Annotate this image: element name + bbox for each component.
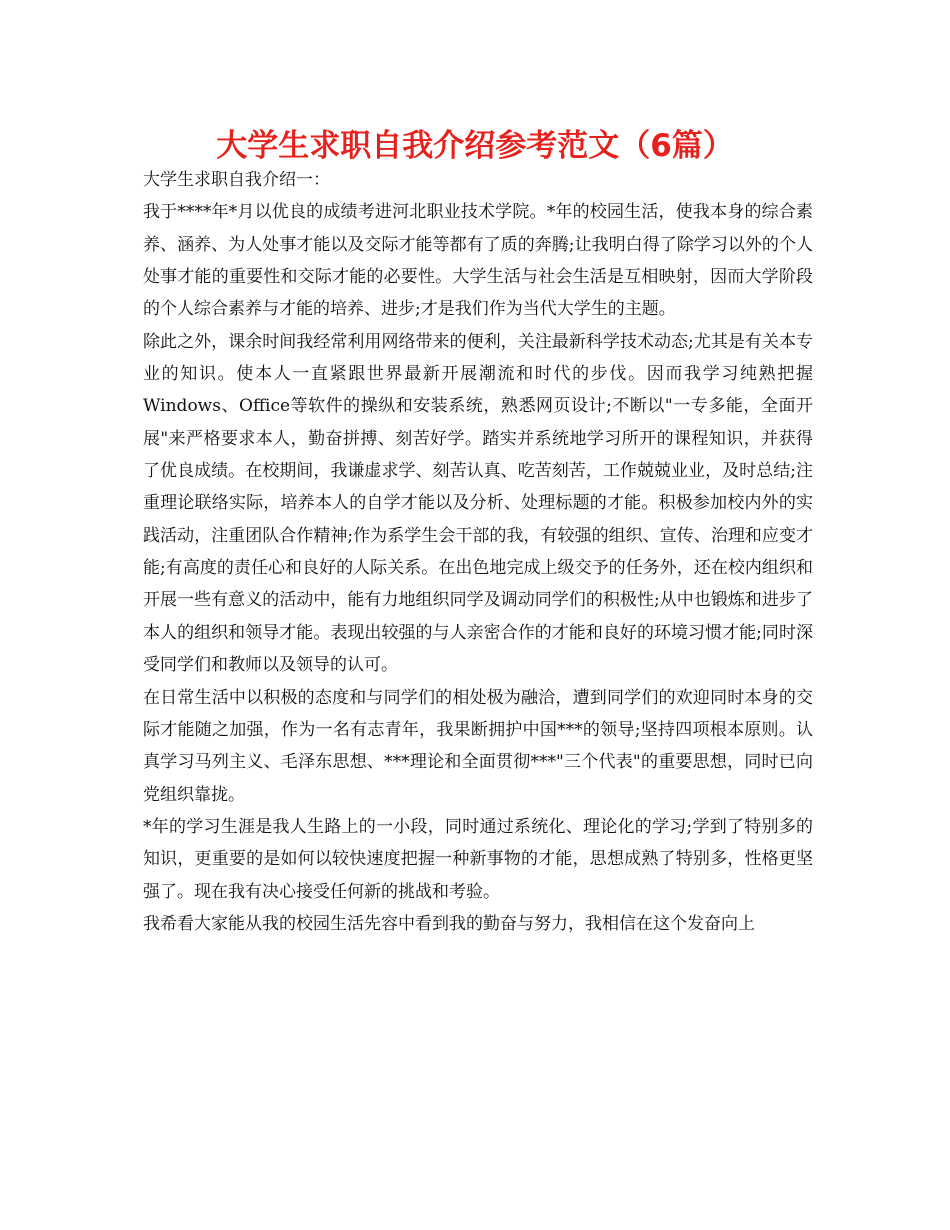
body-paragraph: 除此之外，课余时间我经常利用网络带来的便利，关注最新科学技术动态;尤其是有关本专业的知识。使本人一直紧跟世界最新开展潮流和时代的步伐。因而我学习纯熟把握Windows、Office等软件的操纵和安装系统，熟悉网页设计;不断以"一专多能，全面开展"来严格要求本人，勤奋拼搏、刻苦好学。踏实并系统地学习所开的课程知识，并获得了优良成绩。在校期间，我谦虚求学、刻苦认真、吃苦刻苦，工作兢兢业业，及时总结;注重理论联络实际，培养本人的自学才能以及分析、处理标题的才能。积极参加校内外的实践活动，注重团队合作精神;作为系学生会干部的我，有较强的组织、宣传、治理和应变才能;有高度的责任心和良好的人际关系。在出色地完成上级交予的任务外，还在校内组织和开展一些有意义的活动中，能有力地组织同学及调动同学们的积极性;从中也锻炼和进步了本人的组织和领导才能。表现出较强的与人亲密合作的才能和良好的环境习惯才能;同时深受同学们和教师以及领导的认可。: [143, 331, 813, 676]
body-paragraph: *年的学习生涯是我人生路上的一小段，同时通过系统化、理论化的学习;学到了特别多的知识，更重要的是如何以较快速度把握一种新事物的才能，思想成熟了特别多，性格更坚强了。现在我有决心接受任何新的挑战和考验。: [143, 816, 813, 902]
body-paragraph: 在日常生活中以积极的态度和与同学们的相处极为融洽，遭到同学们的欢迎同时本身的交际才能随之加强，作为一名有志青年，我果断拥护中国***的领导;坚持四项根本原则。认真学习马列主义、毛泽东思想、***理论和全面贯彻***"三个代表"的重要思想，同时已向党组织靠拢。: [143, 687, 813, 805]
section-heading: 大学生求职自我介绍一：: [143, 170, 330, 190]
body-paragraph: 我于****年*月以优良的成绩考进河北职业技术学院。*年的校园生活，使我本身的综合素养、涵养、为人处事才能以及交际才能等都有了质的奔腾;让我明白得了除学习以外的个人处事才能的重要性和交际才能的必要性。大学生活与社会生活是互相映射，因而大学阶段的个人综合素养与才能的培养、进步;才是我们作为当代大学生的主题。: [143, 202, 813, 320]
body-paragraph: 我希看大家能从我的校园生活先容中看到我的勤奋与努力，我相信在这个发奋向上: [143, 913, 755, 934]
document-body: [143, 164, 813, 940]
document-title: 大学生求职自我介绍参考范文（6篇）: [216, 128, 734, 164]
